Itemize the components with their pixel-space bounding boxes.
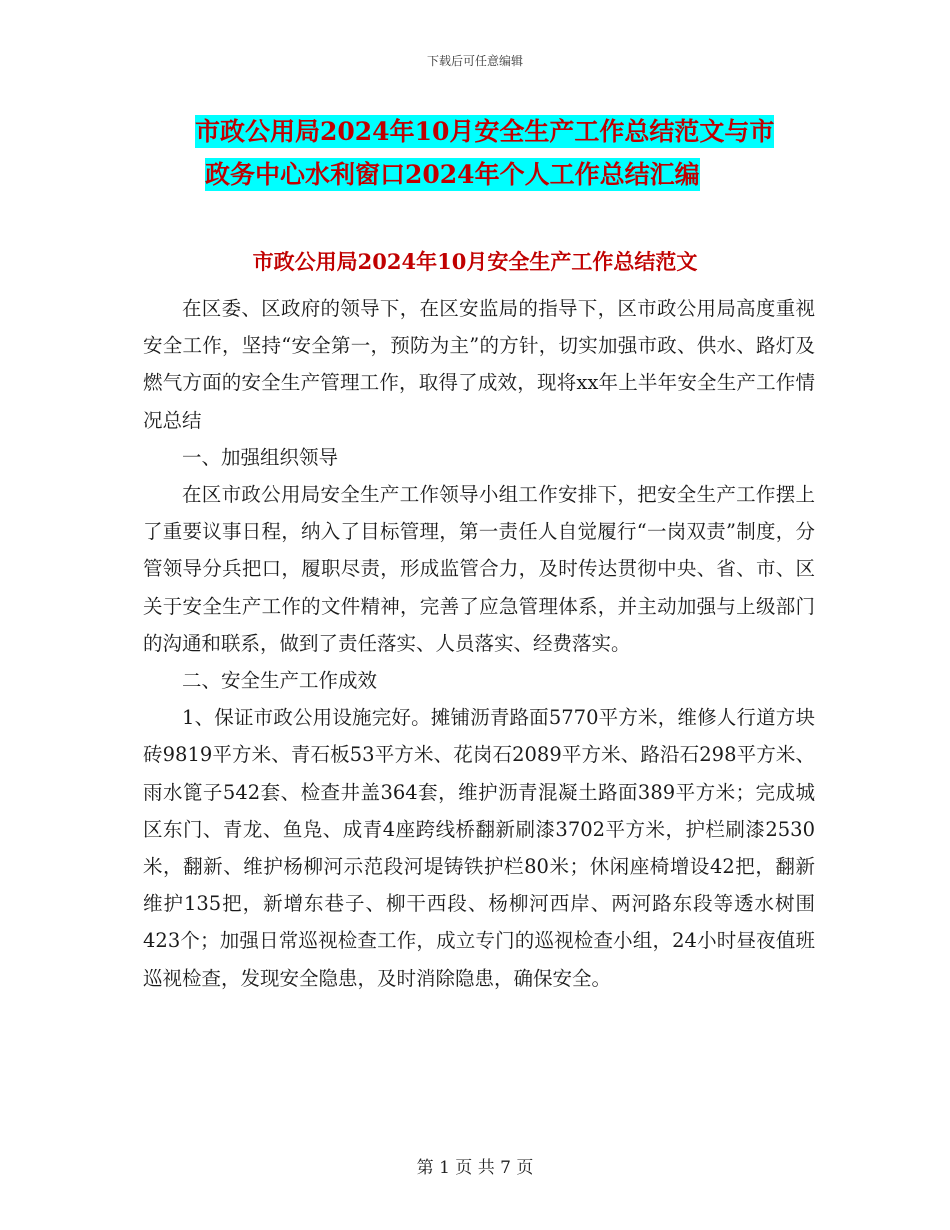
main-title (195, 110, 815, 196)
paragraph-organization: 在区市政公用局安全生产工作领导小组工作安排下，把安全生产工作摆上了重要议事日程，纳入了目标管理，第一责任人自觉履行“一岗双责”制度，分管领导分兵把口，履职尽责，形成监管合力，及时传达贯彻中央、省、市、区关于安全生产工作的文件精神，完善了应急管理体系，并主动加强与上级部门的沟通和联系，做到了责任落实、人员落实、经费落实。 (143, 483, 815, 655)
page-number: 第 1 页 共 7 页 (416, 1158, 534, 1178)
paragraph-intro: 在区委、区政府的领导下，在区安监局的指导下，区市政公用局高度重视安全工作，坚持“安全第一，预防为主”的方针，切实加强市政、供水、路灯及燃气方面的安全生产管理工作，取得了成效，现将xx年上半年安全生产工作情况总结 (143, 297, 815, 432)
paragraph-facilities: 1、保证市政公用设施完好。摊铺沥青路面5770平方米，维修人行道方块砖9819平方米、青石板53平方米、花岗石2089平方米、路沿石298平方米、雨水篦子542套、检查井盖364套，维护沥青混凝土路面389平方米；完成城区东门、青龙、鱼凫、成青4座跨线桥翻新刷漆3702平方米，护栏刷漆2530米，翻新、维护杨柳河示范段河堤铸铁护栏80米；休闲座椅增设42把，翻新维护135把，新增东巷子、柳干西段、杨柳河西岸、两河路东段等透水树围423个；加强日常巡视检查工作，成立专门的巡视检查小组，24小时昼夜值班巡视检查，发现安全隐患，及时消除隐患，确保安全。 (143, 706, 815, 990)
main-title-line-1: 市政公用局2024年10月安全生产工作总结范文与市 (195, 117, 775, 146)
heading-organization: 一、加强组织领导 (182, 445, 339, 469)
heading-results: 二、安全生产工作成效 (182, 669, 378, 693)
main-title-line-2: 政务中心水利窗口2024年个人工作总结汇编 (205, 160, 700, 189)
header-note: 下载后可任意编辑 (426, 54, 523, 68)
body-text (143, 290, 815, 997)
section-title: 市政公用局2024年10月安全生产工作总结范文 (252, 249, 698, 274)
